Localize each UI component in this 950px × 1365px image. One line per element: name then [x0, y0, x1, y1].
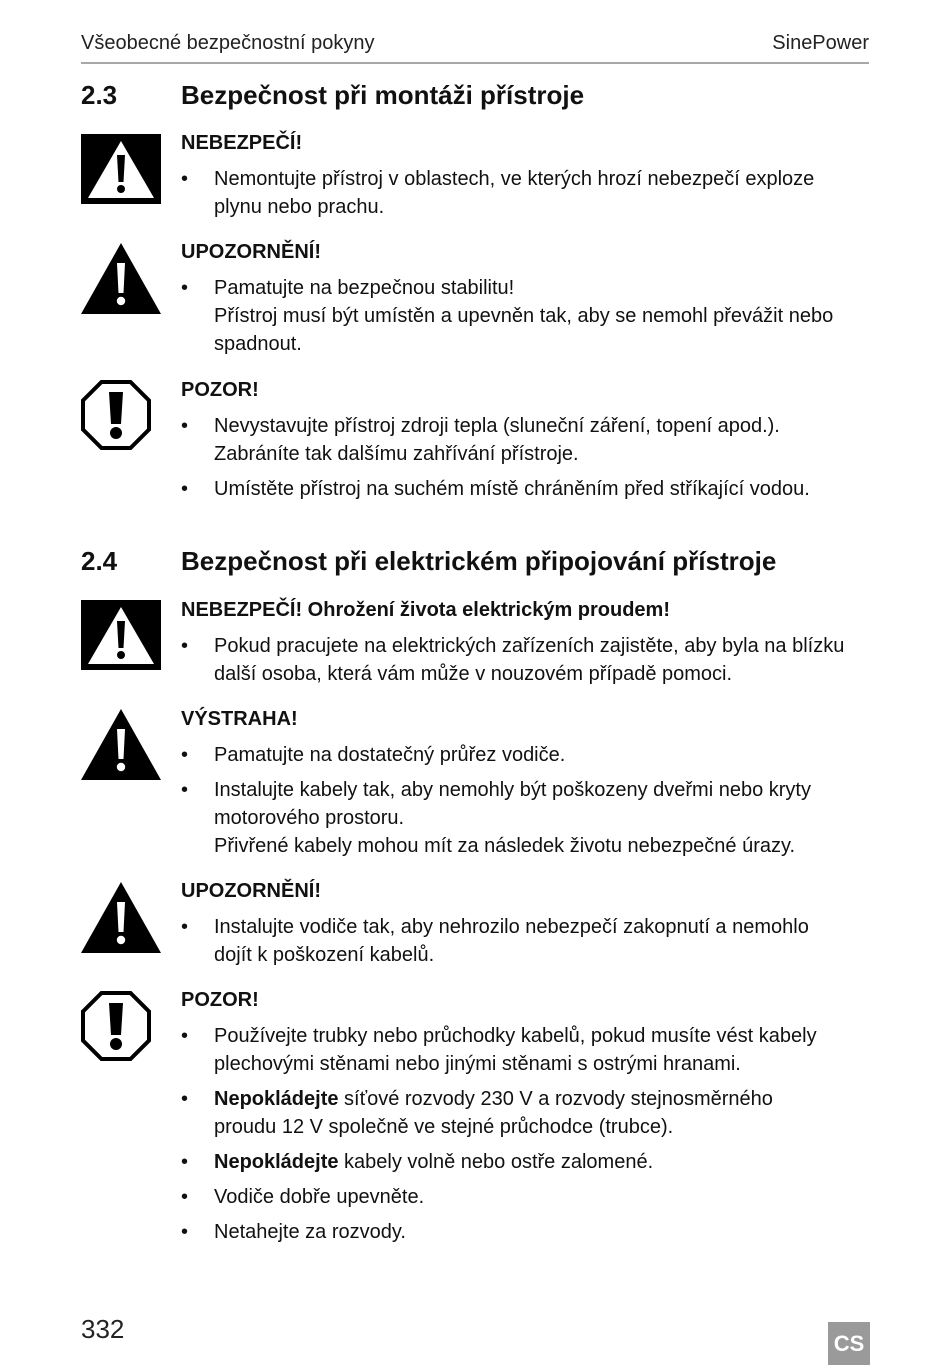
bullet: • [181, 779, 189, 801]
instruction-list [181, 632, 871, 688]
page-header [81, 30, 869, 64]
instruction-list [181, 1022, 871, 1246]
warning-triangle-icon [81, 882, 161, 953]
warning-triangle-icon [81, 709, 161, 780]
bullet: • [181, 1221, 189, 1243]
list-item: • Používejte trubky nebo průchodky kabelů, pokud musíte vést kabely plechovými stěnami nebo jinými stěnami s ostrými hranami. [181, 1022, 871, 1078]
section-number: 2.4 [81, 546, 118, 576]
list-item: • Instalujte kabely tak, aby nemohly být poškozeny dveřmi nebo kryty motorového prostoru. Přivřené kabely mohou mít za následek životu nebezpečné úrazy. [181, 776, 871, 860]
safety-block-caution-1 [181, 376, 871, 510]
signal-word: UPOZORNĚNÍ! [181, 880, 321, 902]
bullet: • [181, 1151, 189, 1173]
bullet: • [181, 415, 189, 437]
safety-block-warning-3 [181, 877, 871, 976]
instruction-list [181, 165, 871, 221]
bullet: • [181, 635, 189, 657]
signal-word: UPOZORNĚNÍ! [181, 241, 321, 263]
bullet: • [181, 478, 189, 500]
bullet: • [181, 1025, 189, 1047]
bullet: • [181, 1088, 189, 1110]
safety-block-danger-1 [181, 129, 871, 228]
header-chapter-title: Všeobecné bezpečnostní pokyny [81, 32, 375, 54]
emphasis: Nepokládejte [214, 1088, 339, 1110]
signal-word: NEBEZPEČÍ! [181, 132, 303, 154]
danger-warning-icon [81, 600, 161, 670]
bullet: • [181, 744, 189, 766]
list-item: • Nepokládejte kabely volně nebo ostře zalomené. [181, 1148, 871, 1176]
section-title: Bezpečnost při montáži přístroje [181, 80, 585, 110]
caution-octagon-icon [81, 380, 151, 450]
bullet: • [181, 1186, 189, 1208]
bullet: • [181, 916, 189, 938]
list-item: • Nepokládejte síťové rozvody 230 V a rozvody stejnosměrného proudu 12 V společně ve stejné průchodce (trubce). [181, 1085, 871, 1141]
danger-warning-icon [81, 134, 161, 204]
header-product-name: SinePower [772, 32, 869, 54]
signal-word: POZOR! [181, 989, 259, 1011]
safety-block-danger-2 [181, 596, 871, 695]
list-item: • Pamatujte na bezpečnou stabilitu! Přístroj musí být umístěn a upevněn tak, aby se nemohl převážit nebo spadnout. [181, 274, 871, 358]
safety-block-caution-2 [181, 986, 871, 1253]
instruction-list [181, 741, 871, 860]
section-number: 2.3 [81, 80, 118, 110]
list-item: • Umístěte přístroj na suchém místě chráněním před stříkající vodou. [181, 475, 871, 503]
section-title: Bezpečnost při elektrickém připojování přístroje [181, 546, 777, 576]
list-item: • Pokud pracujete na elektrických zařízeních zajistěte, aby byla na blízku další osoba, která vám může v nouzovém případě pomoci. [181, 632, 871, 688]
caution-octagon-icon [81, 991, 151, 1061]
bullet: • [181, 277, 189, 299]
signal-word: POZOR! [181, 379, 259, 401]
safety-block-warning-2 [181, 705, 871, 867]
list-item: • Nevystavujte přístroj zdroji tepla (sluneční záření, topení apod.). Zabráníte tak dalšímu zahřívání přístroje. [181, 412, 871, 468]
page-number: 332 [81, 1314, 125, 1344]
list-item: • Pamatujte na dostatečný průřez vodiče. [181, 741, 871, 769]
list-item: • Nemontujte přístroj v oblastech, ve kterých hrozí nebezpečí exploze plynu nebo prachu. [181, 165, 871, 221]
instruction-list [181, 274, 871, 358]
bullet: • [181, 168, 189, 190]
emphasis: Nepokládejte [214, 1151, 339, 1173]
list-item: • Instalujte vodiče tak, aby nehrozilo nebezpečí zakopnutí a nemohlo dojít k poškození kabelů. [181, 913, 871, 969]
language-badge: CS [828, 1322, 870, 1365]
warning-triangle-icon [81, 243, 161, 314]
instruction-list [181, 412, 871, 503]
signal-word: VÝSTRAHA! [181, 708, 298, 730]
list-item: • Vodiče dobře upevněte. [181, 1183, 871, 1211]
safety-block-warning-1 [181, 238, 871, 365]
instruction-list [181, 913, 871, 969]
signal-word: NEBEZPEČÍ! Ohrožení života elektrickým proudem! [181, 599, 670, 621]
list-item: • Netahejte za rozvody. [181, 1218, 871, 1246]
